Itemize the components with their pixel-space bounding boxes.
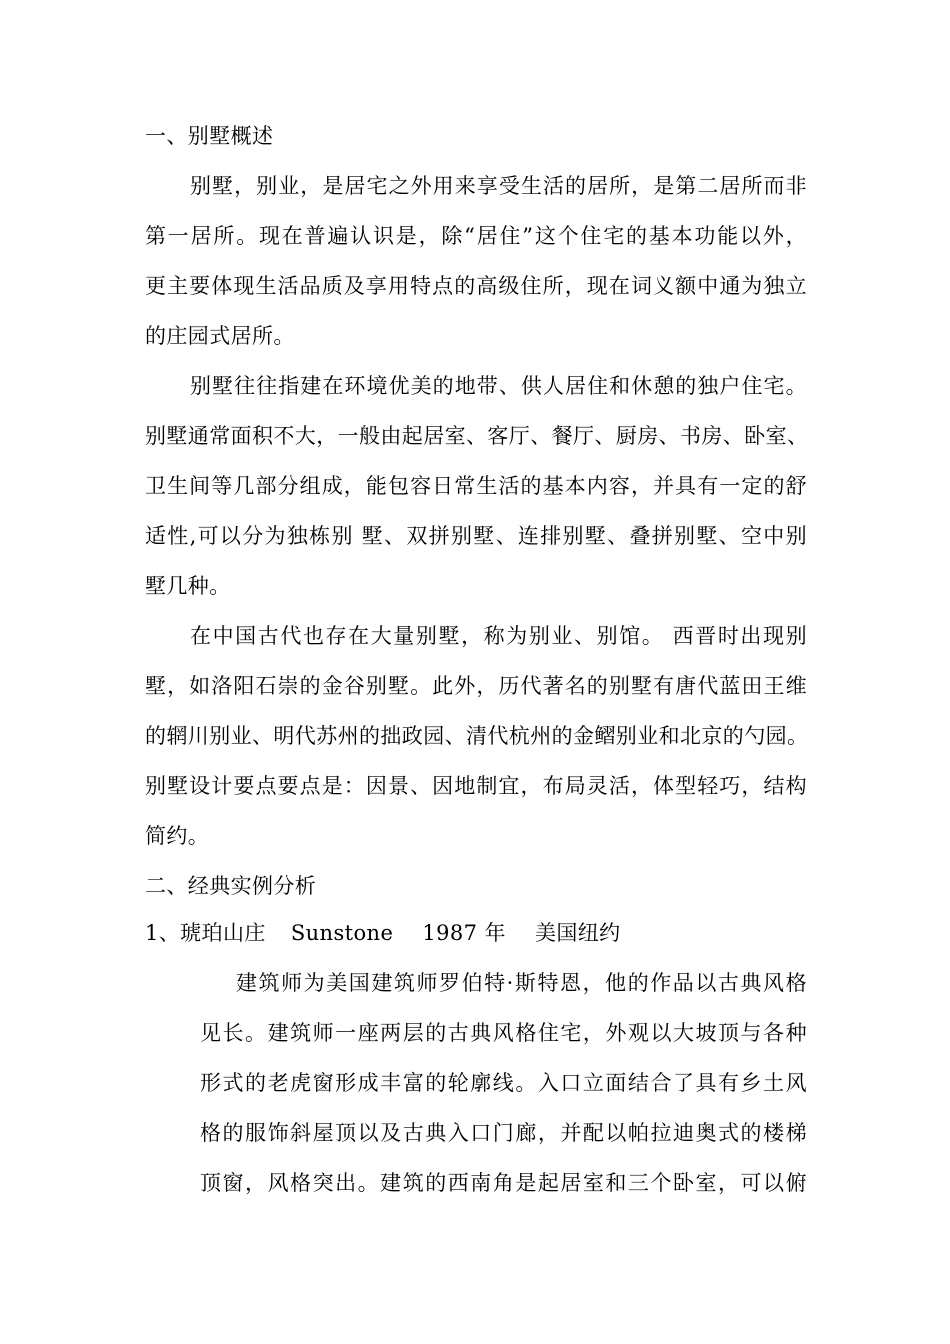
case-location: 美国纽约 [534,921,621,945]
section-heading-cases: 二、经典实例分析 [145,874,317,898]
case-english-name: Sunstone [290,921,394,945]
case-description-line: 顶窗，风格突出。建筑的西南角是起居室和三个卧室，可以俯 [200,1171,807,1195]
case-title [145,918,621,948]
paragraph-line: 别墅往往指建在环境优美的地带、供人居住和休憩的独户住宅。 [190,374,807,398]
case-year: 1987 年 [422,921,506,945]
section-heading-overview: 一、别墅概述 [145,124,274,148]
case-description-line: 见长。建筑师一座两层的古典风格住宅，外观以大坡顶与各种 [200,1021,807,1045]
case-description-line: 建筑师为美国建筑师罗伯特·斯特恩，他的作品以古典风格 [236,971,807,995]
paragraph-line: 在中国古代也存在大量别墅，称为别业、别馆。 西晋时出现别 [190,624,807,648]
paragraph-line: 简约。 [145,824,210,848]
case-number-name: 1、琥珀山庄 [145,921,266,945]
case-description-line: 形式的老虎窗形成丰富的轮廓线。入口立面结合了具有乡土风 [200,1071,807,1095]
paragraph-line: 墅，如洛阳石崇的金谷别墅。此外，历代著名的别墅有唐代蓝田王维 [145,674,807,698]
paragraph-line: 别墅通常面积不大，一般由起居室、客厅、餐厅、厨房、书房、卧室、 [145,424,809,448]
paragraph-line: 别墅设计要点要点是：因景、因地制宜，布局灵活，体型轻巧，结构 [145,774,807,798]
paragraph-line: 第一居所。现在普遍认识是，除“居住”这个住宅的基本功能以外， [145,224,807,248]
paragraph-line: 别墅，别业，是居宅之外用来享受生活的居所，是第二居所而非 [190,174,807,198]
paragraph-line: 更主要体现生活品质及享用特点的高级住所，现在词义额中通为独立 [145,274,807,298]
paragraph-line: 的庄园式居所。 [145,324,295,348]
paragraph-line: 适性,可以分为独栋别 墅、双拼别墅、连排别墅、叠拼别墅、空中别 [145,524,807,548]
paragraph-line: 卫生间等几部分组成，能包容日常生活的基本内容，并具有一定的舒 [145,474,807,498]
case-description-line: 格的服饰斜屋顶以及古典入口门廊，并配以帕拉迪奥式的楼梯 [200,1121,807,1145]
paragraph-line: 墅几种。 [145,574,231,598]
paragraph-line: 的辋川别业、明代苏州的拙政园、清代杭州的金鳛别业和北京的勺园。 [145,724,809,748]
